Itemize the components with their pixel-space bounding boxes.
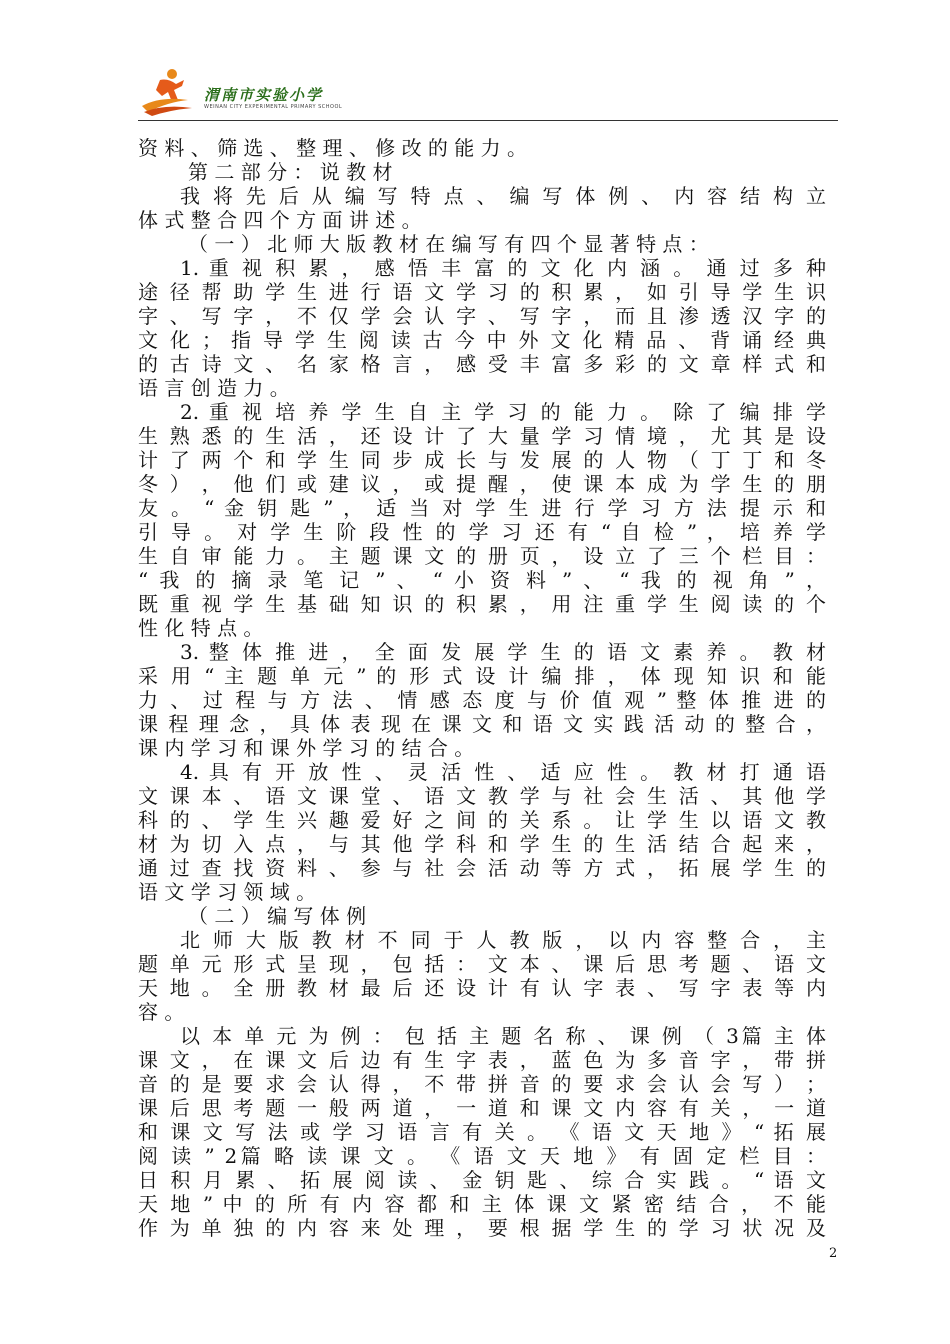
text-line: 字 、 写 字 ， 不 仅 学 会 认 字 、 写 字 ， 而 且 渗 透 汉 字 的 xyxy=(138,304,826,328)
school-name: 渭南市实验小学 xyxy=(204,86,324,104)
text-line: 生 自 审 能 力 。 主 题 课 文 的 册 页 ， 设 立 了 三 个 栏 目 ： xyxy=(138,544,826,568)
text-line: 第 二 部 分 ： 说 教 材 xyxy=(188,160,393,184)
text-line: 2. 重 视 培 养 学 生 自 主 学 习 的 能 力 。 除 了 编 排 学 xyxy=(180,400,826,424)
text-line: 容 。 xyxy=(138,1000,185,1024)
text-line: 课 程 理 念 ， 具 体 表 现 在 课 文 和 语 文 实 践 活 动 的 整 合 ， xyxy=(138,712,826,736)
text-line: 性 化 特 点 。 xyxy=(138,616,264,640)
text-line: 以 本 单 元 为 例 ： 包 括 主 题 名 称 、 课 例 （ 3篇 主 体 xyxy=(180,1024,826,1048)
running-figure-logo-icon xyxy=(138,66,196,116)
text-line: 和 课 文 写 法 或 学 习 语 言 有 关 。 《 语 文 天 地 》 “ 拓 展 xyxy=(138,1120,826,1144)
text-line: 材 为 切 入 点 ， 与 其 他 学 科 和 学 生 的 生 活 结 合 起 来 ， xyxy=(138,832,826,856)
text-line: 途 径 帮 助 学 生 进 行 语 文 学 习 的 积 累 ， 如 引 导 学 生 识 xyxy=(138,280,826,304)
text-line: 的 古 诗 文 、 名 家 格 言 ， 感 受 丰 富 多 彩 的 文 章 样 式 和 xyxy=(138,352,826,376)
text-line: 语 文 学 习 领 域 。 xyxy=(138,880,317,904)
page-number: 2 xyxy=(829,1246,838,1261)
text-line: 北 师 大 版 教 材 不 同 于 人 教 版 ， 以 内 容 整 合 ， 主 xyxy=(180,928,826,952)
text-line: 采 用 “ 主 题 单 元 ” 的 形 式 设 计 编 排 ， 体 现 知 识 和 能 xyxy=(138,664,826,688)
text-line: 课 后 思 考 题 一 般 两 道 ， 一 道 和 课 文 内 容 有 关 ， 一 道 xyxy=(138,1096,826,1120)
text-line: 通 过 查 找 资 料 、 参 与 社 会 活 动 等 方 式 ， 拓 展 学 生 的 xyxy=(138,856,826,880)
text-line: 日 积 月 累 、 拓 展 阅 读 、 金 钥 匙 、 综 合 实 践 。 “ 语 文 xyxy=(138,1168,826,1192)
text-line: 天 地 。 全 册 教 材 最 后 还 设 计 有 认 字 表 、 写 字 表 等 内 xyxy=(138,976,826,1000)
text-line: 体 式 整 合 四 个 方 面 讲 述 。 xyxy=(138,208,422,232)
text-line: 引 导 。 对 学 生 阶 段 性 的 学 习 还 有 “ 自 检 ” ， 培 养 学 xyxy=(138,520,826,544)
text-line: 计 了 两 个 和 学 生 同 步 成 长 与 发 展 的 人 物 （ 丁 丁 和 冬 xyxy=(138,448,826,472)
text-line: 天 地 ” 中 的 所 有 内 容 都 和 主 体 课 文 紧 密 结 合 ， 不 能 xyxy=(138,1192,826,1216)
school-name-en: WEINAN CITY EXPERIMENTAL PRIMARY SCHOOL xyxy=(204,104,343,110)
text-line: 友 。 “ 金 钥 匙 ” ， 适 当 对 学 生 进 行 学 习 方 法 提 示 和 xyxy=(138,496,826,520)
text-line: 题 单 元 形 式 呈 现 ， 包 括 ： 文 本 、 课 后 思 考 题 、 语 文 xyxy=(138,952,826,976)
text-line: 课 文 ， 在 课 文 后 边 有 生 字 表 ， 蓝 色 为 多 音 字 ， 带 拼 xyxy=(138,1048,826,1072)
text-line: 文 化 ； 指 导 学 生 阅 读 古 今 中 外 文 化 精 品 、 背 诵 经 典 xyxy=(138,328,826,352)
text-line: 既 重 视 学 生 基 础 知 识 的 积 累 ， 用 注 重 学 生 阅 读 的 个 xyxy=(138,592,826,616)
text-line: “ 我 的 摘 录 笔 记 ” 、 “ 小 资 料 ” 、 “ 我 的 视 角 ” ， xyxy=(138,568,826,592)
text-line: （ 二 ） 编 写 体 例 xyxy=(188,904,367,928)
text-line: 文 课 本 、 语 文 课 堂 、 语 文 教 学 与 社 会 生 活 、 其 他 学 xyxy=(138,784,826,808)
document-body xyxy=(138,136,826,1240)
text-line: 1. 重 视 积 累 ， 感 悟 丰 富 的 文 化 内 涵 。 通 过 多 种 xyxy=(180,256,826,280)
text-line: 力 、 过 程 与 方 法 、 情 感 态 度 与 价 值 观 ” 整 体 推 进 的 xyxy=(138,688,826,712)
text-line: 音 的 是 要 求 会 认 得 ， 不 带 拼 音 的 要 求 会 认 会 写 ） ； xyxy=(138,1072,826,1096)
text-line: （ 一 ） 北 师 大 版 教 材 在 编 写 有 四 个 显 著 特 点 ： xyxy=(188,232,709,256)
text-line: 作 为 单 独 的 内 容 来 处 理 ， 要 根 据 学 生 的 学 习 状 况 及 xyxy=(138,1216,826,1240)
text-line: 我 将 先 后 从 编 写 特 点 、 编 写 体 例 、 内 容 结 构 立 xyxy=(180,184,826,208)
text-line: 语 言 创 造 力 。 xyxy=(138,376,290,400)
text-line: 冬 ） ， 他 们 或 建 议 ， 或 提 醒 ， 使 课 本 成 为 学 生 的 朋 xyxy=(138,472,826,496)
text-line: 4. 具 有 开 放 性 、 灵 活 性 、 适 应 性 。 教 材 打 通 语 xyxy=(180,760,826,784)
text-line: 科 的 、 学 生 兴 趣 爱 好 之 间 的 关 系 。 让 学 生 以 语 文 教 xyxy=(138,808,826,832)
text-line: 阅 读 ” 2篇 略 读 课 文 。 《 语 文 天 地 》 有 固 定 栏 目 ： xyxy=(138,1144,826,1168)
header-divider xyxy=(138,120,838,121)
text-line: 生 熟 悉 的 生 活 ， 还 设 计 了 大 量 学 习 情 境 ， 尤 其 是 设 xyxy=(138,424,826,448)
page-header xyxy=(138,62,838,122)
text-line: 资 料 、 筛 选 、 整 理 、 修 改 的 能 力 。 xyxy=(138,136,528,160)
text-line: 课 内 学 习 和 课 外 学 习 的 结 合 。 xyxy=(138,736,475,760)
text-line: 3. 整 体 推 进 ， 全 面 发 展 学 生 的 语 文 素 养 。 教 材 xyxy=(180,640,826,664)
